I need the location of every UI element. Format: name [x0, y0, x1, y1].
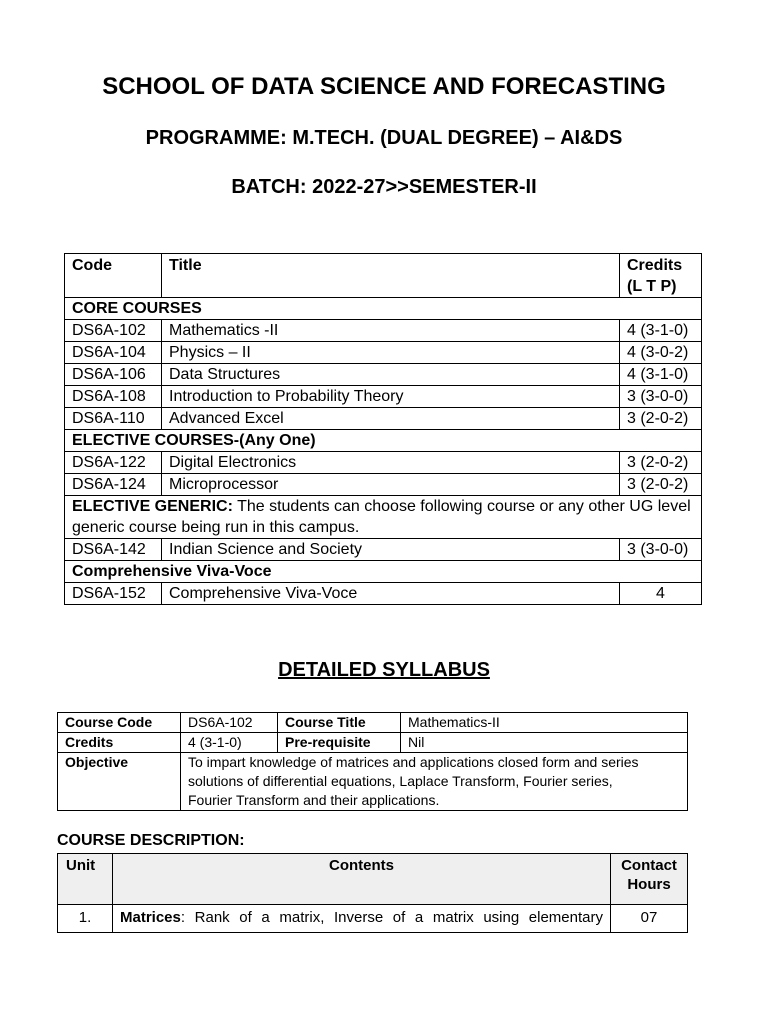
- table-row: [65, 320, 702, 342]
- batch-title: BATCH: 2022-27>>SEMESTER-II: [231, 176, 537, 198]
- course-title: Comprehensive Viva-Voce: [162, 583, 620, 605]
- table-row: [58, 713, 688, 733]
- course-code: DS6A-102: [65, 320, 162, 342]
- header-contents: Contents: [113, 854, 611, 905]
- course-credits: 4 (3-1-0): [620, 364, 702, 386]
- course-title-label: Course Title: [278, 713, 401, 733]
- course-code: DS6A-104: [65, 342, 162, 364]
- table-row: [58, 753, 688, 811]
- section-row: [65, 496, 702, 539]
- table-row: [58, 733, 688, 753]
- course-code: DS6A-122: [65, 452, 162, 474]
- header-title: Title: [162, 254, 620, 298]
- table-row: [65, 452, 702, 474]
- course-code: DS6A-152: [65, 583, 162, 605]
- course-title: Indian Science and Society: [162, 539, 620, 561]
- elective-generic-label: ELECTIVE GENERIC:: [72, 498, 233, 515]
- course-code: DS6A-142: [65, 539, 162, 561]
- course-credits: 3 (2-0-2): [620, 408, 702, 430]
- prereq-value: Nil: [401, 733, 688, 753]
- detailed-syllabus-title: DETAILED SYLLABUS: [278, 659, 490, 681]
- course-title: Physics – II: [162, 342, 620, 364]
- course-credits: 4: [620, 583, 702, 605]
- course-structure-table: [64, 253, 702, 605]
- unit-hours: 07: [611, 905, 688, 933]
- programme-title: PROGRAMME: M.TECH. (DUAL DEGREE) – AI&DS: [145, 127, 623, 149]
- table-row: [65, 386, 702, 408]
- elective-section-label: ELECTIVE COURSES-(Any One): [65, 430, 702, 452]
- section-row: [65, 298, 702, 320]
- course-title: Mathematics -II: [162, 320, 620, 342]
- table-header-row: [65, 254, 702, 298]
- course-code: DS6A-124: [65, 474, 162, 496]
- course-code-value: DS6A-102: [181, 713, 278, 733]
- course-code-label: Course Code: [58, 713, 181, 733]
- course-description-title: COURSE DESCRIPTION:: [57, 832, 245, 849]
- table-row: [58, 905, 688, 933]
- course-credits: 3 (2-0-2): [620, 474, 702, 496]
- school-title: SCHOOL OF DATA SCIENCE AND FORECASTING: [102, 73, 666, 100]
- header-hours-line1: Contact: [621, 857, 677, 874]
- course-credits: 3 (2-0-2): [620, 452, 702, 474]
- header-code: Code: [65, 254, 162, 298]
- objective-value: To impart knowledge of matrices and applications closed form and series solutions of differential equations, Laplace Transform, Fourier series, Fourier Transform and their applications.: [181, 753, 688, 811]
- credits-value: 4 (3-1-0): [181, 733, 278, 753]
- course-description-table: [57, 853, 688, 933]
- table-row: [65, 583, 702, 605]
- table-row: [65, 474, 702, 496]
- objective-label: Objective: [58, 753, 181, 811]
- course-code: DS6A-110: [65, 408, 162, 430]
- core-section-label: CORE COURSES: [65, 298, 702, 320]
- course-credits: 4 (3-0-2): [620, 342, 702, 364]
- course-title: Introduction to Probability Theory: [162, 386, 620, 408]
- table-row: [65, 364, 702, 386]
- section-row: [65, 430, 702, 452]
- section-row: [65, 561, 702, 583]
- course-info-table: [57, 712, 688, 811]
- header-unit: Unit: [58, 854, 113, 905]
- header-hours-line2: Hours: [627, 876, 671, 893]
- unit-topic: Matrices: [120, 909, 181, 926]
- course-title: Data Structures: [162, 364, 620, 386]
- course-title: Microprocessor: [162, 474, 620, 496]
- header-credits-line1: Credits: [627, 257, 683, 274]
- header-credits-line2: (L T P): [627, 278, 677, 295]
- unit-number: 1.: [58, 905, 113, 933]
- course-credits: 3 (3-0-0): [620, 386, 702, 408]
- unit-contents: [113, 905, 611, 933]
- table-row: [65, 408, 702, 430]
- elective-generic-text: The students can choose following course or any other UG level generic course being run in this campus.: [72, 498, 691, 536]
- course-credits: 3 (3-0-0): [620, 539, 702, 561]
- unit-text: : Rank of a matrix, Inverse of a matrix using elementary: [180, 909, 603, 926]
- header-hours: [611, 854, 688, 905]
- table-header-row: [58, 854, 688, 905]
- course-code: DS6A-106: [65, 364, 162, 386]
- course-credits: 4 (3-1-0): [620, 320, 702, 342]
- course-title: Digital Electronics: [162, 452, 620, 474]
- viva-section-label: Comprehensive Viva-Voce: [65, 561, 702, 583]
- credits-label: Credits: [58, 733, 181, 753]
- course-code: DS6A-108: [65, 386, 162, 408]
- table-row: [65, 539, 702, 561]
- header-credits: [620, 254, 702, 298]
- course-title-value: Mathematics-II: [401, 713, 688, 733]
- course-title: Advanced Excel: [162, 408, 620, 430]
- prereq-label: Pre-requisite: [278, 733, 401, 753]
- table-row: [65, 342, 702, 364]
- elective-generic-note: [65, 496, 702, 539]
